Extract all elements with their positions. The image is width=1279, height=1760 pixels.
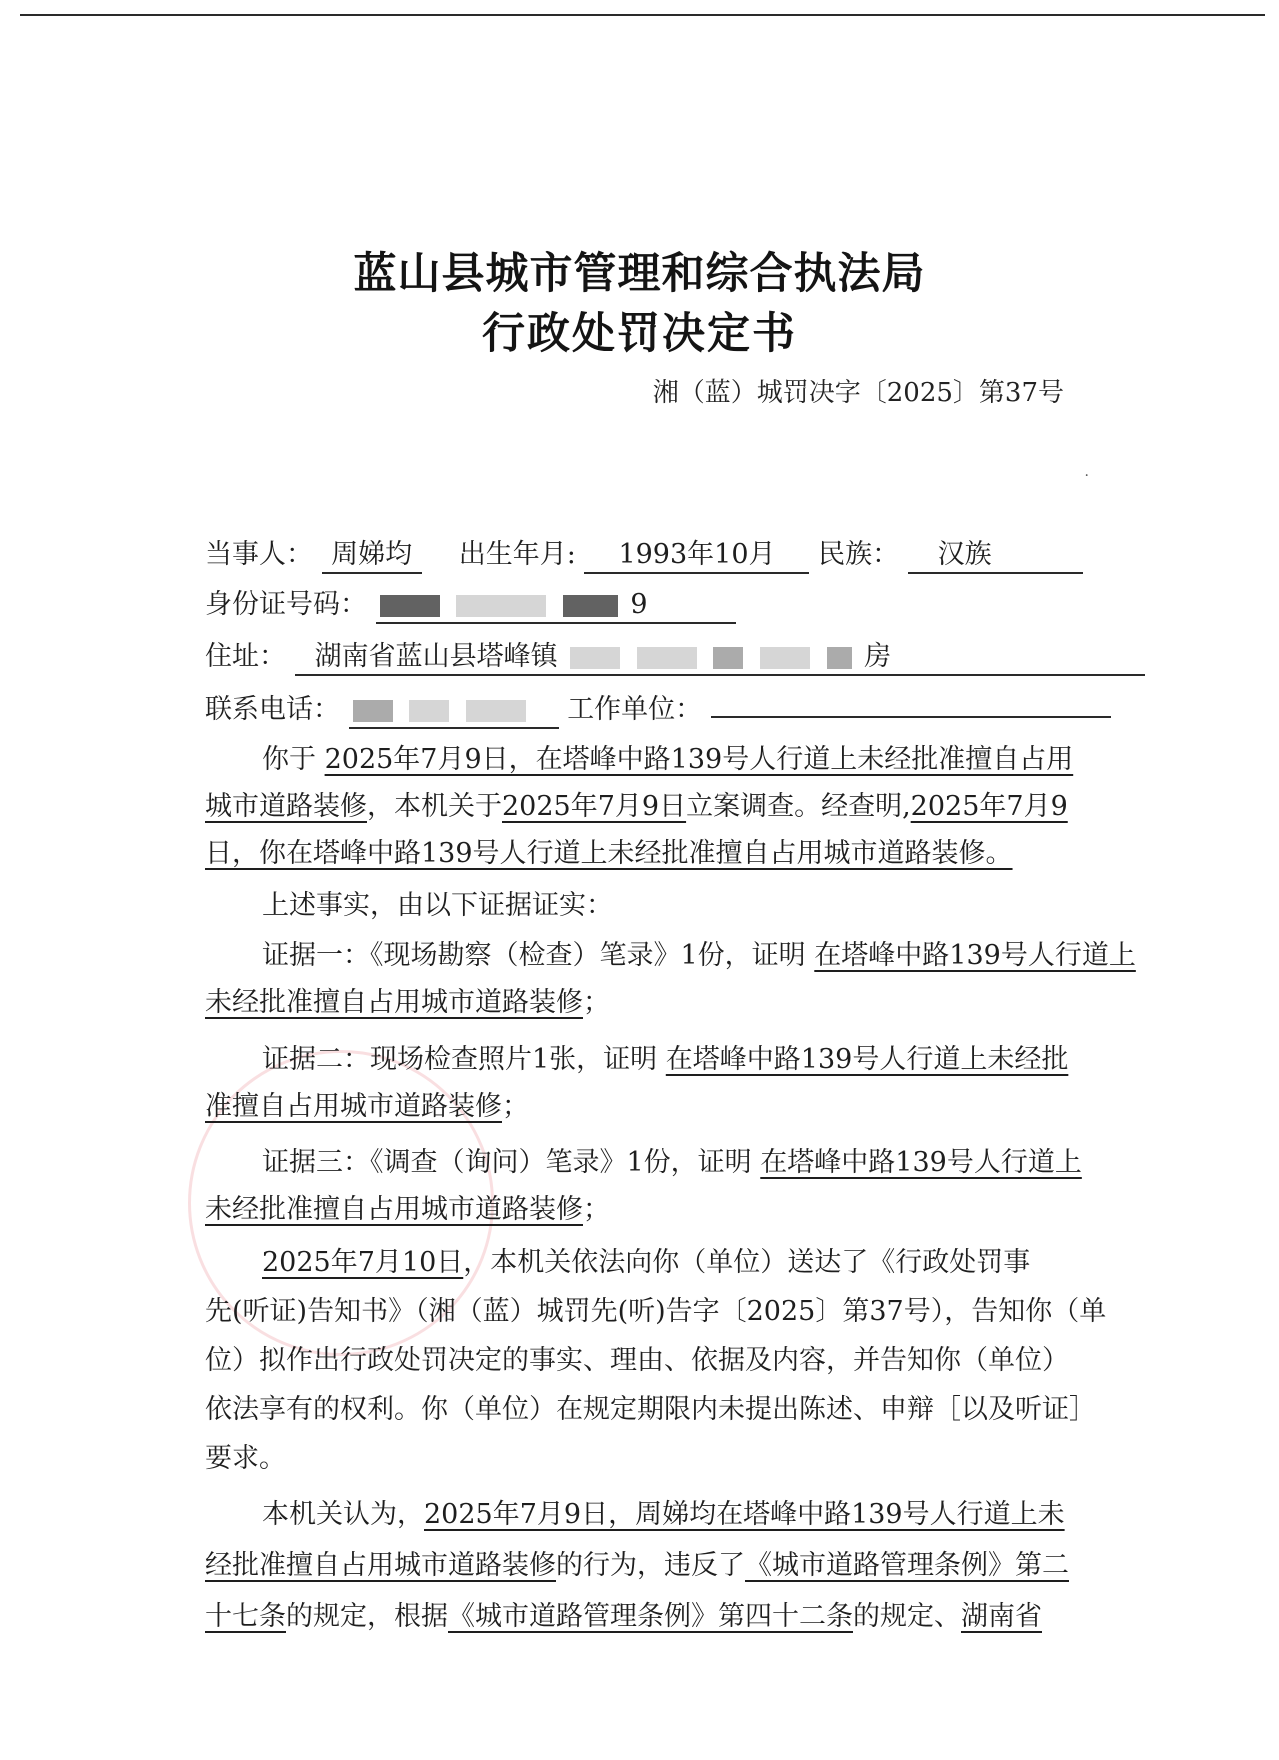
paragraph-line (262, 1243, 1160, 1283)
birth-value: 1993年10月 (584, 538, 809, 574)
document-number: 湘（蓝）城罚决字〔2025〕第37号 (652, 378, 1064, 408)
redaction-block (380, 595, 440, 617)
paragraph-line: 先(听证)告知书》（湘（蓝）城罚先(听)告字〔2025〕第37号），告知你（单 (205, 1296, 1107, 1327)
redaction-block (466, 700, 526, 722)
scan-speck: · (1084, 468, 1089, 484)
paragraph-line (205, 787, 1160, 827)
underlined-text: 2025年7月10日 (262, 1247, 464, 1278)
underlined-text: 2025年7月9日，周娣均在塔峰中路139号人行道上未 (424, 1499, 1065, 1530)
evidence-1-line (205, 983, 1160, 1023)
birth-label: 出生年月: (458, 539, 576, 570)
text-run: 证据三：《调查（询问）笔录》1份，证明 (262, 1147, 752, 1178)
contact-row (205, 690, 1160, 730)
text-run: ，本机关于 (367, 791, 502, 822)
underlined-text: 城市道路装修 (205, 791, 367, 822)
paragraph-line: 依法享有的权利。你（单位）在规定期限内未提出陈述、申辩［以及听证］ (205, 1394, 1096, 1425)
underlined-text: 经批准擅自占用城市道路装修 (205, 1550, 556, 1581)
evidence-2-line (262, 1040, 1160, 1080)
text-run: ； (583, 1194, 610, 1225)
id-number-label: 身份证号码： (205, 589, 367, 620)
document-type-title: 行政处罚决定书 (482, 309, 797, 359)
address-value (295, 640, 1145, 676)
text-run: 的规定、 (853, 1601, 961, 1632)
paragraph-line (262, 1495, 1160, 1535)
text-run: 立案调查。经查明, (686, 791, 911, 822)
underlined-text: 2025年7月9日 (502, 791, 687, 822)
id-row (205, 585, 1160, 625)
redaction-block (760, 647, 810, 669)
id-number-visible-digit: 9 (630, 589, 648, 620)
party-name-value: 周娣均 (322, 538, 422, 574)
text-run: ，本机关依法向你（单位）送达了《行政处罚事 (463, 1247, 1031, 1278)
document-issuer-title: 蓝山县城市管理和综合执法局 (353, 249, 926, 299)
party-row (205, 535, 1160, 575)
id-number-value (376, 588, 736, 624)
work-unit-label: 工作单位： (567, 694, 703, 725)
phone-value (349, 693, 559, 729)
paragraph-line: 上述事实，由以下证据证实： (262, 890, 613, 921)
evidence-3-line (262, 1143, 1160, 1183)
address-suffix: 房 (864, 641, 892, 672)
underlined-text: 湖南省 (961, 1601, 1042, 1632)
underlined-text: 在塔峰中路139号人行道上未经批 (665, 1044, 1069, 1075)
redaction-block (713, 647, 743, 669)
underlined-text: 十七条 (205, 1601, 286, 1632)
ethnicity-value: 汉族 (908, 538, 1083, 574)
redaction-block (409, 700, 449, 722)
top-border-line (20, 14, 1265, 16)
text-run: 证据一：《现场勘察（检查）笔录》1份，证明 (262, 940, 806, 971)
paragraph-line (205, 1597, 1160, 1637)
text-run: 本机关认为， (262, 1499, 424, 1530)
underlined-text: 准擅自占用城市道路装修 (205, 1091, 502, 1122)
text-run: 的规定，根据 (286, 1601, 448, 1632)
text-run: 的行为，违反了 (556, 1550, 745, 1581)
phone-label: 联系电话： (205, 694, 340, 725)
paragraph-line: 位）拟作出行政处罚决定的事实、理由、依据及内容，并告知你（单位） (205, 1345, 1069, 1376)
underlined-text: 《城市道路管理条例》第四十二条 (448, 1601, 853, 1632)
evidence-3-line (205, 1190, 1160, 1230)
underlined-text: 2025年7月9 (910, 791, 1068, 822)
evidence-1-line (262, 936, 1160, 976)
underlined-text: 未经批准擅自占用城市道路装修 (205, 1194, 583, 1225)
ethnicity-label: 民族： (818, 539, 900, 570)
redaction-block (637, 647, 697, 669)
paragraph-line (262, 740, 1160, 780)
redaction-block (570, 647, 620, 669)
redaction-block (827, 647, 852, 669)
paragraph-line (205, 1546, 1160, 1586)
text-run: 你于 (262, 744, 316, 775)
underlined-text: 未经批准擅自占用城市道路装修 (205, 987, 583, 1018)
redaction-block (456, 595, 546, 617)
work-unit-value (711, 716, 1111, 718)
redaction-block (563, 595, 618, 617)
address-label: 住址： (205, 641, 286, 672)
address-row (205, 637, 1160, 677)
text-run: 证据二：现场检查照片1张，证明 (262, 1044, 658, 1075)
underlined-text: 在塔峰中路139号人行道上 (814, 940, 1136, 971)
redaction-block (353, 700, 393, 722)
text-run: ； (583, 987, 610, 1018)
underlined-text: 日，你在塔峰中路139号人行道上未经批准擅自占用城市道路装修。 (205, 838, 1013, 869)
paragraph-line (205, 834, 1160, 874)
paragraph-line: 要求。 (205, 1443, 286, 1474)
underlined-text: 2025年7月9日，在塔峰中路139号人行道上未经批准擅自占用 (324, 744, 1074, 775)
address-visible-text: 湖南省蓝山县塔峰镇 (314, 641, 558, 672)
underlined-text: 在塔峰中路139号人行道上 (760, 1147, 1082, 1178)
evidence-2-line (205, 1087, 1160, 1127)
party-name-label: 当事人： (205, 539, 313, 570)
underlined-text: 《城市道路管理条例》第二 (745, 1550, 1069, 1581)
text-run: ； (502, 1091, 529, 1122)
